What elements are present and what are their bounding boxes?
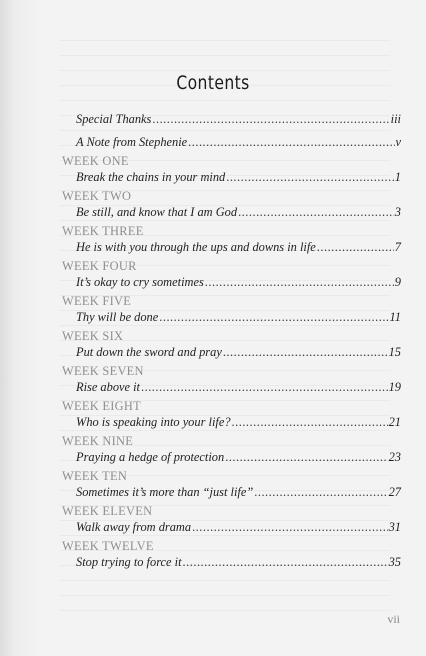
toc-page-number: 19 bbox=[388, 380, 401, 394]
toc-page-number: 15 bbox=[388, 345, 401, 359]
toc-entry-label: It’s okay to cry sometimes bbox=[76, 275, 204, 289]
toc-entry-label: Stop trying to force it bbox=[76, 555, 182, 569]
toc-page-number: 1 bbox=[394, 170, 401, 184]
leader-dots bbox=[223, 345, 388, 360]
week-heading: WEEK TWO bbox=[62, 189, 132, 203]
toc-entry bbox=[76, 450, 401, 465]
leader-dots bbox=[183, 555, 388, 570]
toc-entry bbox=[76, 170, 401, 185]
toc-entry-label: Walk away from drama bbox=[76, 520, 192, 534]
week-heading: WEEK TEN bbox=[62, 469, 128, 483]
toc-page-number: 27 bbox=[388, 485, 401, 499]
leader-dots bbox=[226, 170, 394, 185]
toc-entry bbox=[76, 240, 401, 255]
toc-page-number: iii bbox=[390, 112, 401, 126]
toc-page-number: 21 bbox=[388, 415, 401, 429]
page-title: Contents bbox=[176, 72, 250, 94]
toc-page-number: 35 bbox=[388, 555, 401, 569]
week-heading: WEEK NINE bbox=[62, 434, 134, 448]
week-heading: WEEK EIGHT bbox=[62, 399, 142, 413]
toc-entry-label: Sometimes it’s more than “just life” bbox=[76, 485, 254, 499]
toc-entry bbox=[76, 555, 401, 570]
toc-entry-label: Thy will be done bbox=[76, 310, 159, 324]
toc-entry-label: He is with you through the ups and downs in life bbox=[76, 240, 316, 254]
leader-dots bbox=[205, 275, 394, 290]
toc-page-number: 23 bbox=[388, 450, 401, 464]
toc-entry-label: Praying a hedge of protection bbox=[76, 450, 225, 464]
toc-entry bbox=[76, 205, 401, 220]
week-heading: WEEK FIVE bbox=[62, 294, 132, 308]
leader-dots bbox=[192, 520, 388, 535]
week-heading: WEEK SIX bbox=[62, 329, 124, 343]
toc-page-number: 31 bbox=[388, 520, 401, 534]
toc-entry-label: Rise above it bbox=[76, 380, 140, 394]
toc-page-number: 9 bbox=[394, 275, 401, 289]
toc-entry bbox=[76, 485, 401, 500]
leader-dots bbox=[188, 135, 394, 150]
toc-entry bbox=[76, 415, 401, 430]
toc-entry-label: Be still, and know that I am God bbox=[76, 205, 238, 219]
leader-dots bbox=[317, 240, 394, 255]
toc-entry bbox=[76, 310, 401, 325]
leader-dots bbox=[159, 310, 388, 325]
toc-entry-label: Who is speaking into your life? bbox=[76, 415, 231, 429]
toc-page-number: 11 bbox=[389, 310, 401, 324]
week-heading: WEEK THREE bbox=[62, 224, 144, 238]
leader-dots bbox=[152, 112, 389, 127]
toc-entry bbox=[76, 345, 401, 360]
leader-dots bbox=[225, 450, 387, 465]
toc-page-number: 7 bbox=[394, 240, 401, 254]
week-heading: WEEK ELEVEN bbox=[62, 504, 153, 518]
toc-page-number: 3 bbox=[394, 205, 401, 219]
week-heading: WEEK FOUR bbox=[62, 259, 137, 273]
toc-entry-label: Break the chains in your mind bbox=[76, 170, 226, 184]
toc-entry-special-thanks bbox=[76, 112, 401, 127]
toc-entry bbox=[76, 380, 401, 395]
toc-entry bbox=[76, 520, 401, 535]
week-heading: WEEK SEVEN bbox=[62, 364, 144, 378]
toc-page-number: v bbox=[395, 135, 401, 149]
leader-dots bbox=[238, 205, 394, 220]
toc-entry-label: Put down the sword and pray bbox=[76, 345, 222, 359]
leader-dots bbox=[141, 380, 388, 395]
page-folio: vii bbox=[387, 612, 400, 626]
leader-dots bbox=[254, 485, 387, 500]
toc-entry-note bbox=[76, 135, 401, 150]
week-heading: WEEK TWELVE bbox=[62, 539, 154, 553]
leader-dots bbox=[232, 415, 388, 430]
toc-entry bbox=[76, 275, 401, 290]
week-heading: WEEK ONE bbox=[62, 154, 129, 168]
toc-entry-label: Special Thanks bbox=[76, 112, 152, 126]
toc-entry-label: A Note from Stephenie bbox=[76, 135, 188, 149]
